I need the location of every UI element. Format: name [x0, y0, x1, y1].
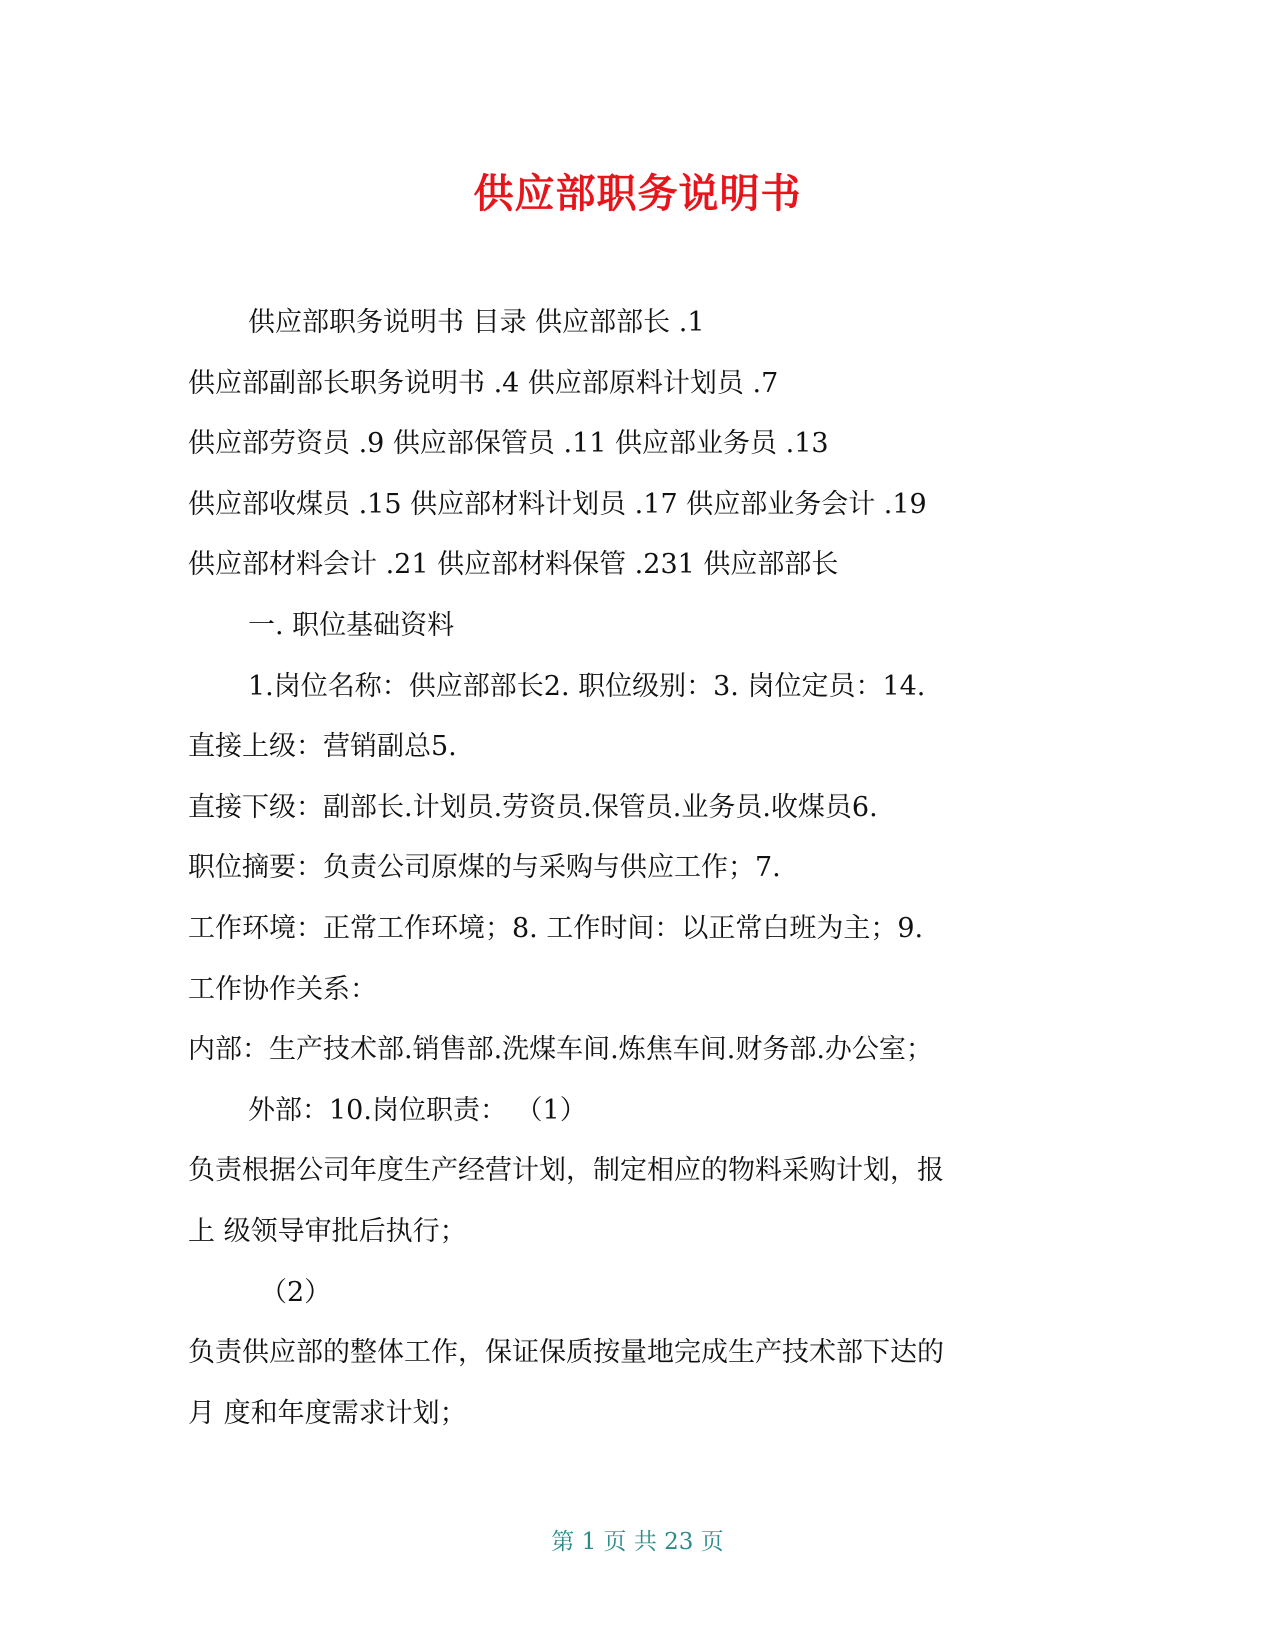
toc-line: 供应部副部长职务说明书 .4 供应部原料计划员 .7 — [188, 367, 779, 399]
paragraph-line: 上 级领导审批后执行； — [188, 1215, 467, 1247]
paragraph-line: 外部：10.岗位职责： （1） — [248, 1094, 587, 1126]
paragraph-line: 内部：生产技术部.销售部.洗煤车间.炼焦车间.财务部.办公室； — [188, 1034, 933, 1066]
section-heading: 一. 职位基础资料 — [248, 609, 455, 641]
paragraph-line: 负责根据公司年度生产经营计划，制定相应的物料采购计划，报 — [188, 1155, 944, 1187]
paragraph-line: 月 度和年度需求计划； — [188, 1397, 467, 1429]
paragraph-line: 工作协作关系： — [188, 973, 377, 1005]
paragraph-line: 1.岗位名称：供应部部长2. 职位级别：3. 岗位定员：14. — [248, 670, 926, 702]
document-title: 供应部职务说明书 — [473, 171, 802, 217]
paragraph-line: 直接下级：副部长.计划员.劳资员.保管员.业务员.收煤员6. — [188, 791, 878, 823]
document-body — [188, 293, 1078, 1444]
paragraph-line: 职位摘要：负责公司原煤的与采购与供应工作；7. — [188, 852, 781, 884]
page-footer: 第 1 页 共 23 页 — [551, 1529, 724, 1555]
paragraph-line: 负责供应部的整体工作，保证保质按量地完成生产技术部下达的 — [188, 1337, 944, 1369]
toc-line: 供应部职务说明书 目录 供应部部长 .1 — [248, 307, 705, 338]
paragraph-line: 直接上级：营销副总5. — [188, 731, 457, 763]
toc-line: 供应部收煤员 .15 供应部材料计划员 .17 供应部业务会计 .19 — [188, 488, 927, 520]
toc-line: 供应部劳资员 .9 供应部保管员 .11 供应部业务员 .13 — [188, 428, 829, 460]
list-number: （2） — [260, 1276, 332, 1308]
toc-line: 供应部材料会计 .21 供应部材料保管 .231 供应部部长 — [188, 549, 839, 581]
paragraph-line: 工作环境：正常工作环境；8. 工作时间：以正常白班为主；9. — [188, 912, 924, 944]
